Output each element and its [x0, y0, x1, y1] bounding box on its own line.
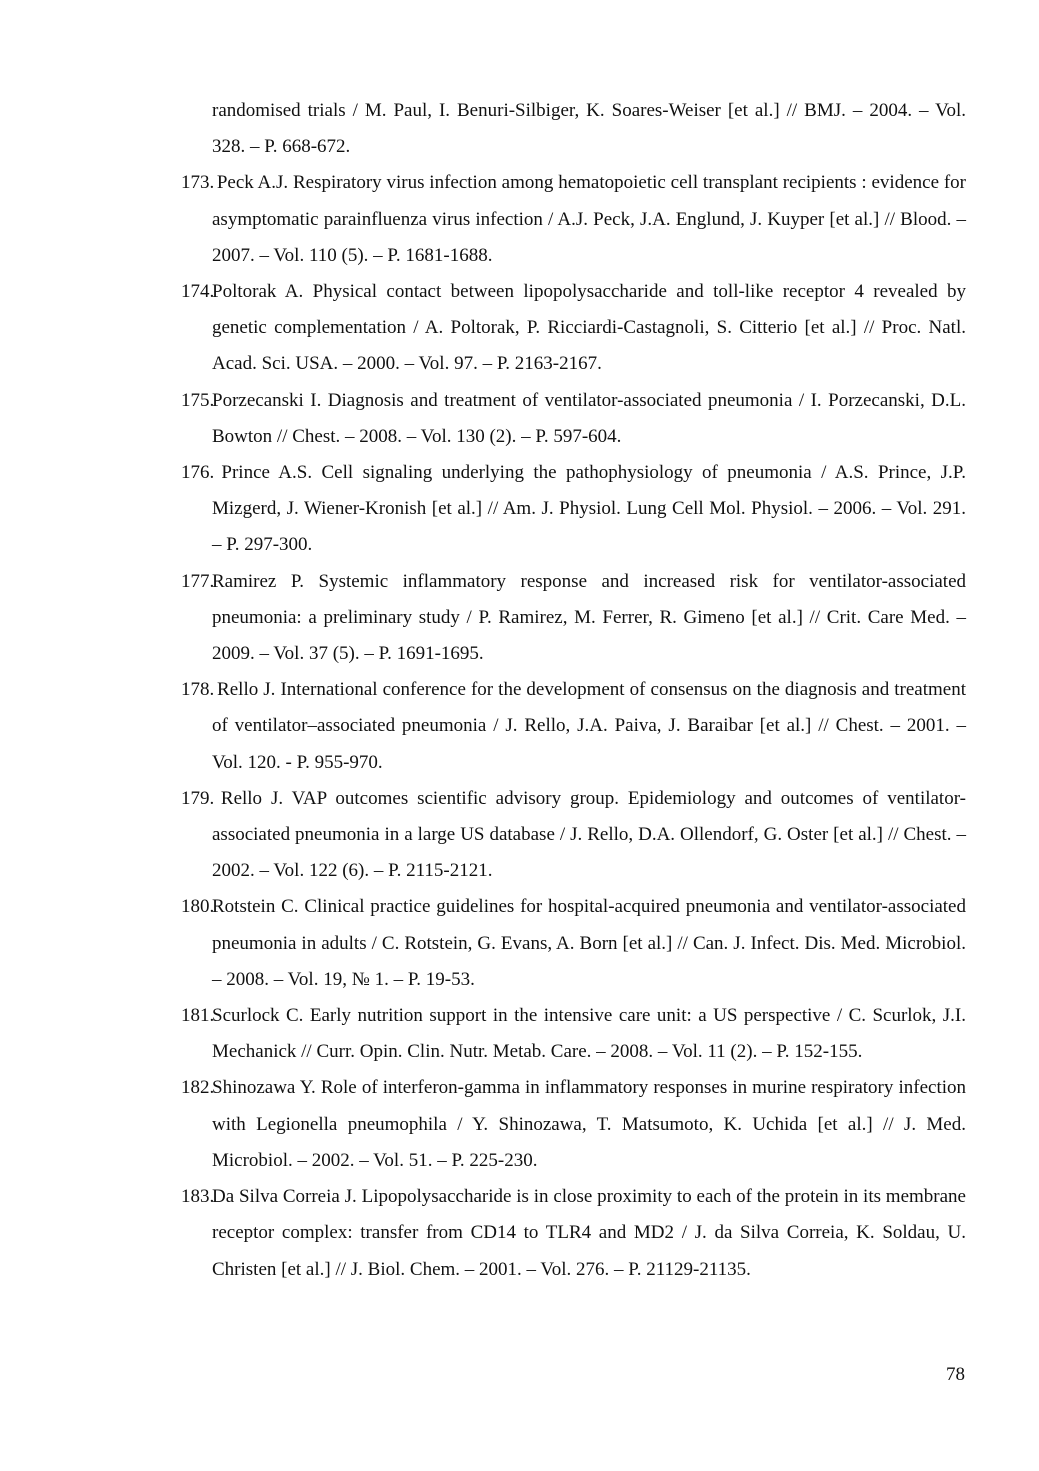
reference-item: [181, 781, 966, 890]
reference-text: Peck A.J. Respiratory virus infection among hematopoietic cell transplant recipients : evidence for asymptomatic parainfluenza virus infection / A.J. Peck, J.A. Englund, J. Kuyper [et al.] // Blood. – 2007. – Vol. 110 (5). – P. 1681-1688.: [212, 172, 966, 266]
reference-number: 182.: [181, 1077, 215, 1099]
reference-item: [181, 165, 966, 274]
reference-item: [181, 889, 966, 998]
reference-item: [181, 455, 966, 564]
reference-item: [181, 1070, 966, 1179]
reference-text: Ramirez P. Systemic inflammatory response and increased risk for ventilator-associated pneumonia: a preliminary study / P. Ramirez, M. Ferrer, R. Gimeno [et al.] // Crit. Care Med. – 2009. – Vol. 37 (5). – P. 1691-1695.: [212, 570, 966, 665]
reference-item: [181, 564, 966, 673]
reference-number: 178.: [181, 679, 215, 701]
reference-number: 179.: [181, 787, 215, 809]
reference-number: 181.: [181, 1005, 215, 1027]
reference-text: Rello J. International conference for the development of consensus on the diagnosis and treatment of ventilator–associated pneumonia / J. Rello, J.A. Paiva, J. Baraibar [et al.] // Chest. – 2001. – Vol. 120. - P. 955-970.: [212, 679, 966, 773]
reference-item: [181, 1179, 966, 1288]
reference-item: [181, 383, 966, 455]
reference-text: Rello J. VAP outcomes scientific advisory group. Epidemiology and outcomes of ventilator-associated pneumonia in a large US database / J. Rello, D.A. Ollendorf, G. Oster [et al.] // Chest. – 2002. – Vol. 122 (6). – P. 2115-2121.: [212, 787, 966, 882]
reference-number: 176.: [181, 462, 215, 484]
reference-number: 183.: [181, 1186, 215, 1208]
reference-text: Rotstein C. Clinical practice guidelines for hospital-acquired pneumonia and ventilator-associated pneumonia in adults / C. Rotstein, G. Evans, A. Born [et al.] // Can. J. Infect. Dis. Med. Microbiol. – 2008. – Vol. 19, № 1. – P. 19-53.: [212, 896, 966, 990]
reference-text: Porzecanski I. Diagnosis and treatment of ventilator-associated pneumonia / I. Porzecanski, D.L. Bowton // Chest. – 2008. – Vol. 130 (2). – P. 597-604.: [212, 389, 966, 447]
reference-item: [181, 998, 966, 1070]
reference-number: 177.: [181, 570, 215, 592]
reference-list: [181, 93, 966, 1288]
reference-number: 173.: [181, 172, 215, 194]
page-number: 78: [946, 1364, 965, 1385]
reference-text: Poltorak A. Physical contact between lipopolysaccharide and toll-like receptor 4 revealed by genetic complementation / A. Poltorak, P. Ricciardi-Castagnoli, S. Citterio [et al.] // Proc. Natl. Acad. Sci. USA. – 2000. – Vol. 97. – P. 2163-2167.: [212, 281, 966, 375]
reference-text: Da Silva Correia J. Lipopolysaccharide is in close proximity to each of the protein in its membrane receptor complex: transfer from CD14 to TLR4 and MD2 / J. da Silva Correia, K. Soldau, U. Christen [et al.] // J. Biol. Chem. – 2001. – Vol. 276. – P. 21129-21135.: [212, 1186, 966, 1280]
reference-continuation: randomised trials / M. Paul, I. Benuri-Silbiger, K. Soares-Weiser [et al.] // BMJ. – 2004. – Vol. 328. – P. 668-672.: [212, 100, 966, 158]
reference-number: 174.: [181, 281, 215, 303]
reference-number: 180.: [181, 896, 215, 918]
reference-text: Scurlock C. Early nutrition support in the intensive care unit: a US perspective / C. Scurlok, J.I. Mechanick // Curr. Opin. Clin. Nutr. Metab. Care. – 2008. – Vol. 11 (2). – P. 152-155.: [212, 1005, 966, 1063]
reference-text: Prince A.S. Cell signaling underlying the pathophysiology of pneumonia / A.S. Prince, J.P. Mizgerd, J. Wiener-Kronish [et al.] // Am. J. Physiol. Lung Cell Mol. Physiol. – 2006. – Vol. 291. – P. 297-300.: [212, 462, 966, 556]
reference-item: [181, 274, 966, 383]
reference-item: [181, 672, 966, 781]
reference-number: 175.: [181, 389, 215, 411]
reference-text: Shinozawa Y. Role of interferon-gamma in inflammatory responses in murine respiratory infection with Legionella pneumophila / Y. Shinozawa, T. Matsumoto, K. Uchida [et al.] // J. Med. Microbiol. – 2002. – Vol. 51. – P. 225-230.: [212, 1077, 966, 1171]
